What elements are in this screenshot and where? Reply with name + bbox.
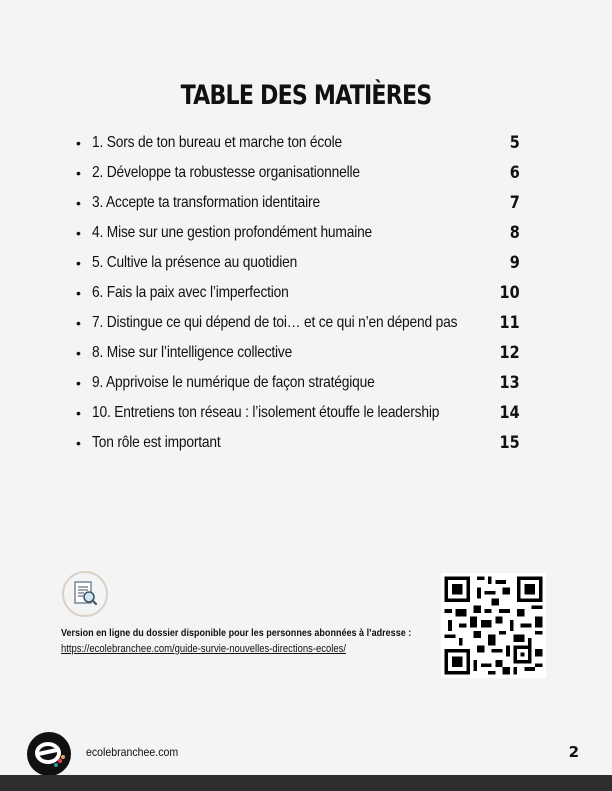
toc-item-page: 8 (509, 223, 520, 243)
bullet: • (76, 195, 81, 211)
document-search-icon-graphic (64, 573, 106, 615)
toc-item-label: 1. Sors de ton bureau et marche ton école (92, 134, 342, 151)
toc-item-label: 7. Distingue ce qui dépend de toi… et ce qui n’en dépend pas (92, 314, 458, 331)
toc-item-label: 6. Fais la paix avec l’imperfection (92, 284, 289, 301)
online-version-text: Version en ligne du dossier disponible pour les personnes abonnées à l’adresse : (61, 627, 412, 639)
toc-item-label: 4. Mise sur une gestion profondément humaine (92, 224, 373, 241)
toc-item-label: 9. Apprivoise le numérique de façon stratégique (92, 374, 375, 391)
page-number: 2 (568, 743, 579, 761)
online-version-link[interactable]: https://ecolebranchee.com/guide-survie-nouvelles-directions-ecoles/ (61, 643, 347, 655)
bullet: • (76, 255, 81, 271)
bullet: • (76, 285, 81, 301)
bullet: • (76, 225, 81, 241)
ecole-branchee-logo (26, 731, 72, 777)
bullet: • (76, 345, 81, 361)
toc-item-page: 10 (499, 283, 520, 303)
toc-item-page: 9 (509, 253, 520, 273)
toc-item[interactable] (76, 308, 522, 338)
toc-item-page: 14 (499, 403, 520, 423)
qr-code (441, 573, 546, 678)
toc-item[interactable] (76, 398, 522, 428)
toc-item-page: 7 (509, 193, 520, 213)
toc-item-page: 5 (509, 133, 520, 153)
toc-item[interactable] (76, 128, 522, 158)
toc-item[interactable] (76, 248, 522, 278)
toc-item[interactable] (76, 158, 522, 188)
footer-bar (0, 775, 612, 791)
bullet: • (76, 135, 81, 151)
toc-item-label: 8. Mise sur l’intelligence collective (92, 344, 293, 361)
page-title: TABLE DES MATIÈRES (180, 80, 432, 111)
bullet: • (76, 405, 81, 421)
toc-item-label: 5. Cultive la présence au quotidien (92, 254, 298, 271)
bullet: • (76, 165, 81, 181)
toc-item-page: 11 (499, 313, 520, 333)
toc-item[interactable] (76, 278, 522, 308)
toc-item[interactable] (76, 188, 522, 218)
document-search-icon (62, 571, 108, 617)
logo-graphic (26, 731, 72, 777)
toc-item[interactable] (76, 428, 522, 458)
toc-item-label: 3. Accepte ta transformation identitaire (92, 194, 320, 211)
toc-item-page: 15 (499, 433, 520, 453)
bullet: • (76, 315, 81, 331)
toc-item-page: 12 (499, 343, 520, 363)
footer-site[interactable]: ecolebranchee.com (86, 745, 179, 759)
bullet: • (76, 435, 81, 451)
toc-item[interactable] (76, 338, 522, 368)
toc-item-page: 6 (509, 163, 520, 183)
toc-item-label: Ton rôle est important (92, 434, 221, 451)
table-of-contents (76, 128, 522, 458)
toc-item-label: 10. Entretiens ton réseau : l’isolement étouffe le leadership (92, 404, 440, 421)
toc-item[interactable] (76, 368, 522, 398)
toc-item-label: 2. Développe ta robustesse organisationnelle (92, 164, 360, 181)
bullet: • (76, 375, 81, 391)
toc-item-page: 13 (499, 373, 520, 393)
toc-item[interactable] (76, 218, 522, 248)
